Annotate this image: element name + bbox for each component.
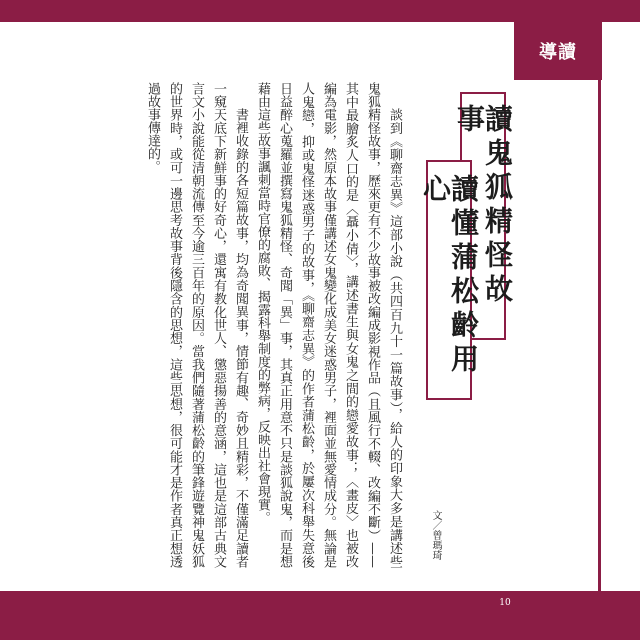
- author-byline: 文／曾瑪琦: [430, 510, 441, 560]
- title-line-1: 讀鬼狐精怪故事: [453, 104, 514, 308]
- body-text: [145, 82, 405, 568]
- title-box-2: [419, 160, 480, 400]
- title-line-2: 讀懂蒲松齡用心: [419, 174, 480, 378]
- header-bar: [0, 0, 640, 22]
- paragraph-2: 書裡收錄的各短篇故事，均為奇聞異事，情節有趣、奇妙且精彩，不僅滿足讀者一窺天底下新鮮事的好奇心，還寓有教化世人、懲惡揚善的意涵，這也是這部古典文言文小說能從清朝流傳至今逾三百年的原因。當我們隨著蒲松齡的筆鋒遊覽神鬼妖狐的世界時，或可一邊思考故事背後隱含的思想，這些思想，很可能才是作者真正想透過故事傳達的。: [145, 82, 248, 568]
- section-tab-label: 導讀: [539, 42, 577, 63]
- paragraph-1: 談到《聊齋志異》這部小說（共四百九十一篇故事），給人的印象大多是講述些鬼狐精怪故事，歷來更有不少故事被改編成影視作品（且風行不輟、改編不斷）——其中最膾炙人口的是〈聶小倩〉，講述書生與女鬼之間的戀愛故事；〈畫皮〉也被改編為電影，然原本故事僅講述女鬼變化成美女迷惑男子，裡面並無愛情成分。無論是人鬼戀，抑或鬼怪迷惑男子的故事，《聊齋志異》的作者蒲松齡，於屢次科舉失意後日益醉心蒐羅並撰寫鬼狐精怪、奇聞「異」事，其真正用意不只是談狐說鬼，而是想藉由這些故事諷刺當時官僚的腐敗、揭露科舉制度的弊病，反映出社會現實。: [255, 82, 402, 568]
- right-margin-rule: [598, 22, 601, 591]
- page-number: 10: [499, 598, 511, 608]
- section-tab: [514, 22, 602, 80]
- footer-bar: [0, 591, 640, 640]
